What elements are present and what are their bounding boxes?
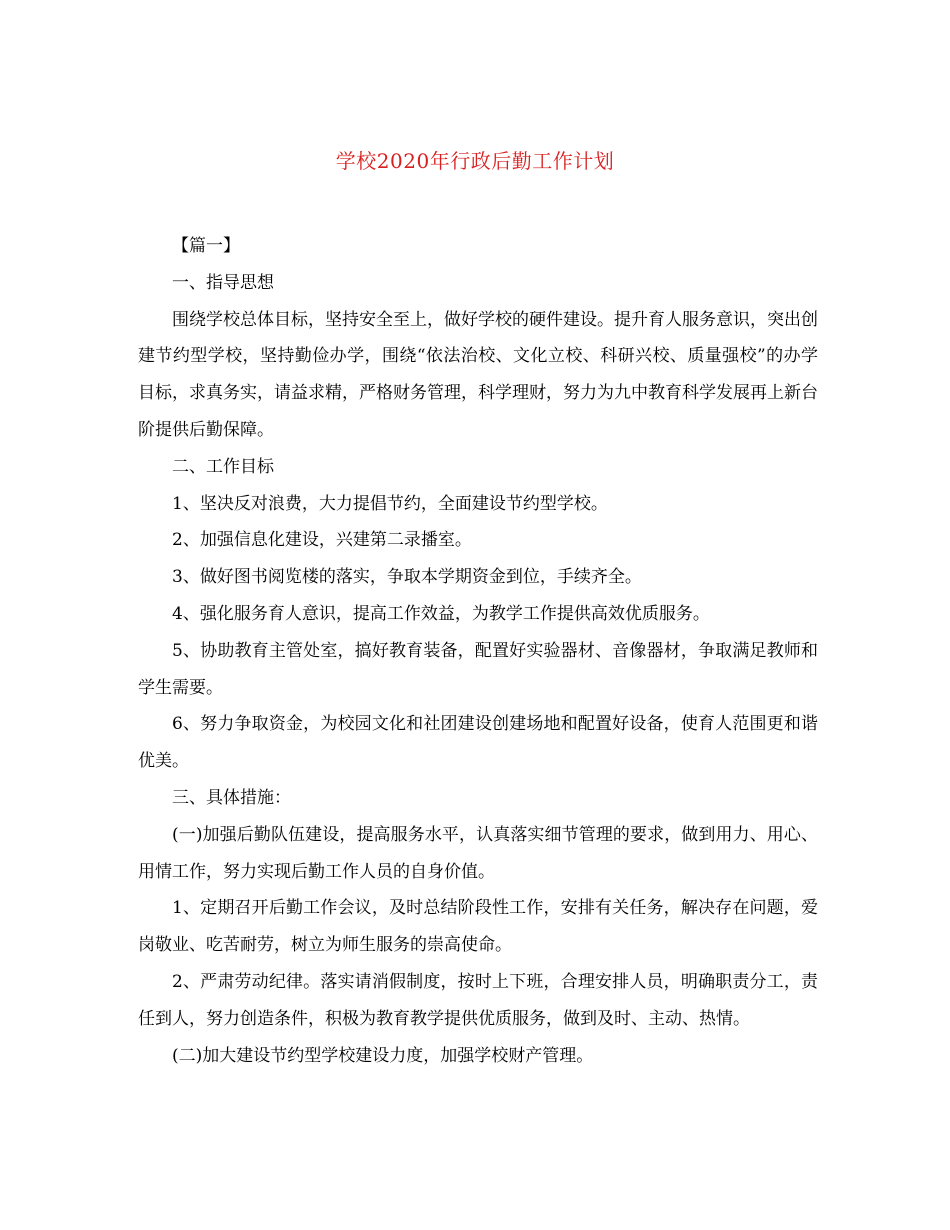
list-item: 1、坚决反对浪费，大力提倡节约，全面建设节约型学校。 — [172, 493, 608, 514]
section-heading-work-goals: 二、工作目标 — [172, 456, 274, 477]
document-title: 学校2020年行政后勤工作计划 — [335, 149, 615, 173]
section-label: 【篇一】 — [172, 236, 240, 256]
section-heading-measures: 三、具体措施： — [172, 787, 291, 808]
list-item: 2、严肃劳动纪律。落实请消假制度，按时上下班，合理安排人员，明确职责分工，责任到人，努力创造条件，积极为教育教学提供优质服务，做到及时、主动、热情。 — [138, 971, 818, 1029]
section-heading-guiding-thought: 一、指导思想 — [172, 272, 274, 293]
paragraph: 围绕学校总体目标，坚持安全至上，做好学校的硬件建设。提升育人服务意识，突出创建节约型学校，坚持勤俭办学，围绕“依法治校、文化立校、科研兴校、质量强校”的办学目标，求真务实，请益求精，严格财务管理，科学理财，努力为九中教育科学发展再上新台阶提供后勤保障。 — [138, 309, 818, 440]
paragraph: (一)加强后勤队伍建设，提高服务水平，认真落实细节管理的要求，做到用力、用心、用情工作，努力实现后勤工作人员的自身价值。 — [138, 824, 818, 882]
list-item: 6、努力争取资金，为校园文化和社团建设创建场地和配置好设备，使育人范围更和谐优美。 — [138, 714, 818, 772]
paragraph: (二)加大建设节约型学校建设力度，加强学校财产管理。 — [172, 1045, 594, 1066]
list-item: 1、定期召开后勤工作会议，及时总结阶段性工作，安排有关任务，解决存在问题，爱岗敬业、吃苦耐劳，树立为师生服务的崇高使命。 — [138, 898, 818, 956]
list-item: 2、加强信息化建设，兴建第二录播室。 — [172, 530, 472, 551]
list-item: 3、做好图书阅览楼的落实，争取本学期资金到位，手续齐全。 — [172, 567, 642, 588]
document-body — [138, 228, 818, 1074]
list-item: 5、协助教育主管处室，搞好教育装备，配置好实验器材、音像器材，争取满足教师和学生需要。 — [138, 640, 818, 698]
list-item: 4、强化服务育人意识，提高工作效益，为教学工作提供高效优质服务。 — [172, 603, 710, 624]
